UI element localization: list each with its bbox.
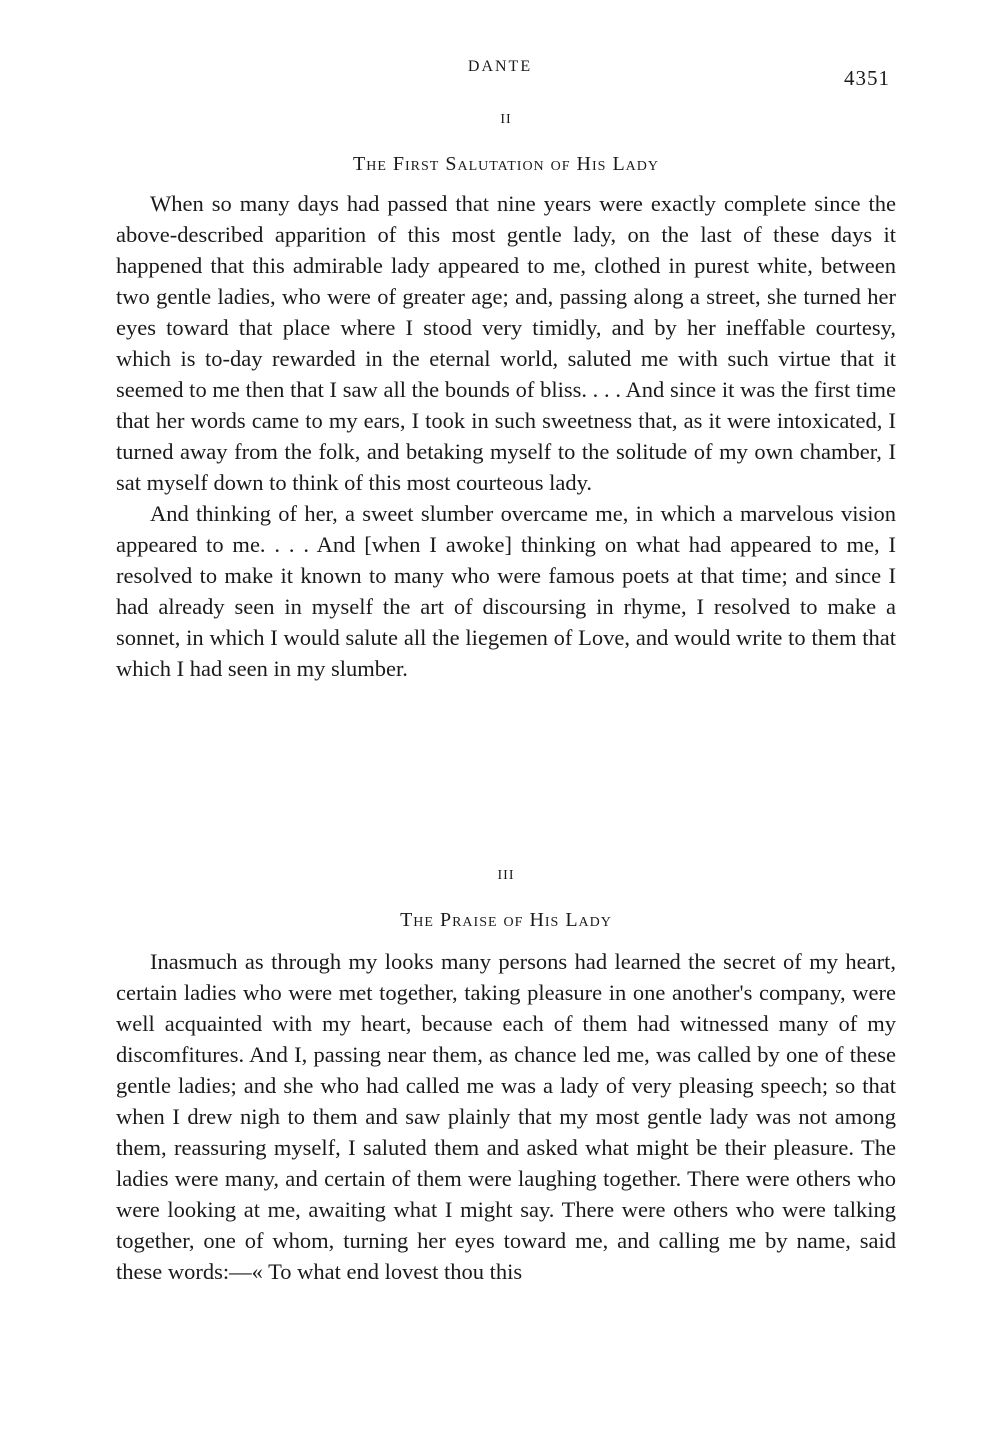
section-number: III — [497, 868, 515, 883]
page-number: 4351 — [844, 66, 890, 90]
section-3 — [116, 866, 896, 1287]
paragraph: And thinking of her, a sweet slumber overcame me, in which a marvelous vision appeared to me. . . . And [when I awoke] thinking on what had appeared to me, I resolved to make it known to many who were famous poets at that time; and since I had already seen in myself the art of discoursing in rhyme, I resolved to make a sonnet, in which I would salute all the liegemen of Love, and would write to them that which I had seen in my slumber. — [116, 501, 896, 681]
running-title: DANTE — [467, 58, 533, 75]
section-title: The Praise of His Lady — [400, 909, 612, 931]
section-number: II — [500, 112, 512, 127]
section-2 — [116, 110, 896, 684]
paragraph: Inasmuch as through my looks many persons had learned the secret of my heart, certain ladies who were met together, taking pleasure in one another's company, were well acquainted with my heart, because each of them had witnessed many of my discomfitures. And I, passing near them, as chance led me, was called by one of these gentle ladies; and she who had called me was a lady of very pleasing speech; so that when I drew nigh to them and saw plainly that my most gentle lady was not among them, reassuring myself, I saluted them and asked what might be their pleasure. The ladies were many, and certain of them were laughing together. There were others who were looking at me, awaiting what I might say. There were others who were talking together, one of whom, turning her eyes toward me, and calling me by name, said these words:—« To what end lovest thou this — [116, 949, 896, 1284]
paragraph: When so many days had passed that nine years were exactly complete since the above-described apparition of this most gentle lady, on the last of these days it happened that this admirable lady appeared to me, clothed in purest white, between two gentle ladies, who were of greater age; and, passing along a street, she turned her eyes toward that place where I stood very timidly, and by her ineffable courtesy, which is to-day rewarded in the eternal world, saluted me with such virtue that it seemed to me then that I saw all the bounds of bliss. . . . And since it was the first time that her words came to my ears, I took in such sweetness that, as it were intoxicated, I turned away from the folk, and betaking myself to the solitude of my own chamber, I sat myself down to think of this most courteous lady. — [116, 191, 896, 495]
section-title: The First Salutation of His Lady — [353, 153, 659, 175]
